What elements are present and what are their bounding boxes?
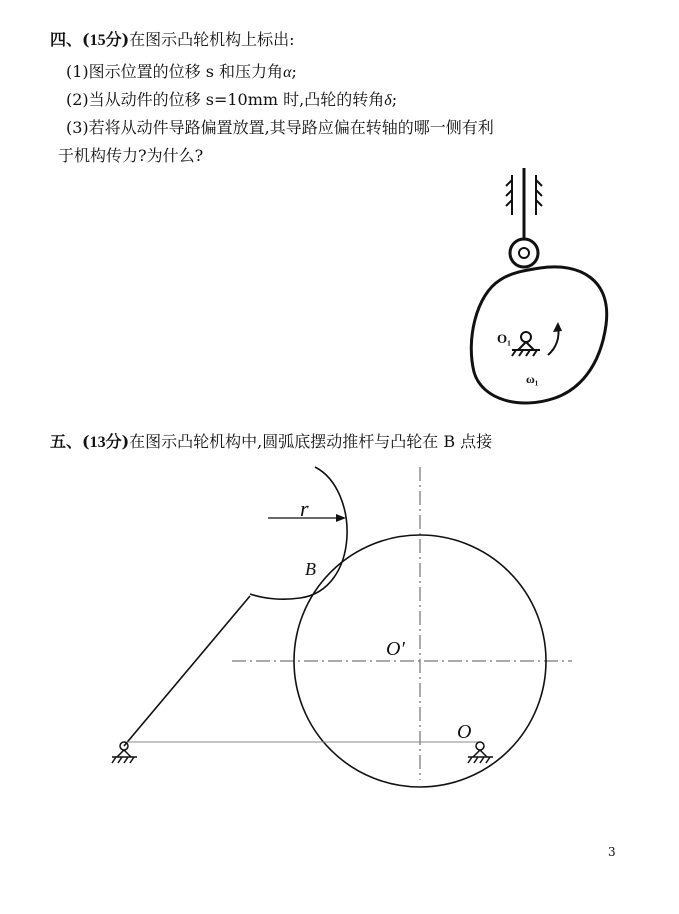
problem4-score: 15 bbox=[89, 32, 106, 49]
problem4-item3-line1: (3)若将从动件导路偏置放置,其导路应偏在转轴的哪一侧有利 bbox=[66, 118, 494, 137]
problem4-item1-symbol: α bbox=[283, 64, 292, 81]
problem4-item3-line2: 于机构传力?为什么? bbox=[58, 146, 204, 165]
problem4-item2-text: (2)当从动件的位移 s=10mm 时,凸轮的转角 bbox=[66, 90, 385, 109]
contact-point-label: B bbox=[305, 559, 316, 579]
problem4-score-unit: 分) bbox=[105, 30, 130, 49]
problem4-item2-symbol: δ bbox=[384, 92, 392, 109]
problem4-item1-end: ; bbox=[291, 62, 297, 81]
cam-pivot-label: O₁ bbox=[497, 331, 512, 346]
problem5-score: 13 bbox=[89, 434, 106, 451]
problem4-item1-text: (1)图示位置的位移 s 和压力角 bbox=[66, 62, 284, 81]
problem4-item2-end: ; bbox=[391, 90, 398, 109]
angular-velocity-label: ω₁ bbox=[526, 372, 539, 386]
follower-arm bbox=[124, 596, 250, 746]
radius-arrowhead bbox=[336, 514, 346, 522]
follower-arc bbox=[250, 467, 347, 599]
cam-rotation-pivot bbox=[468, 742, 493, 763]
problem4-heading-text: 在图示凸轮机构上标出: bbox=[129, 30, 295, 49]
problem4-heading-prefix: 四、( bbox=[50, 30, 90, 49]
cam-center-label: O′ bbox=[386, 638, 405, 660]
page-number: 3 bbox=[608, 845, 616, 859]
radius-label: r bbox=[300, 496, 309, 521]
cam-pivot-o-label: O bbox=[457, 721, 472, 743]
problem5-heading-prefix: 五、( bbox=[50, 432, 90, 451]
problem5-score-unit: 分) bbox=[105, 432, 130, 451]
problem5-heading-text: 在图示凸轮机构中,圆弧底摆动推杆与凸轮在 B 点接 bbox=[129, 432, 493, 451]
